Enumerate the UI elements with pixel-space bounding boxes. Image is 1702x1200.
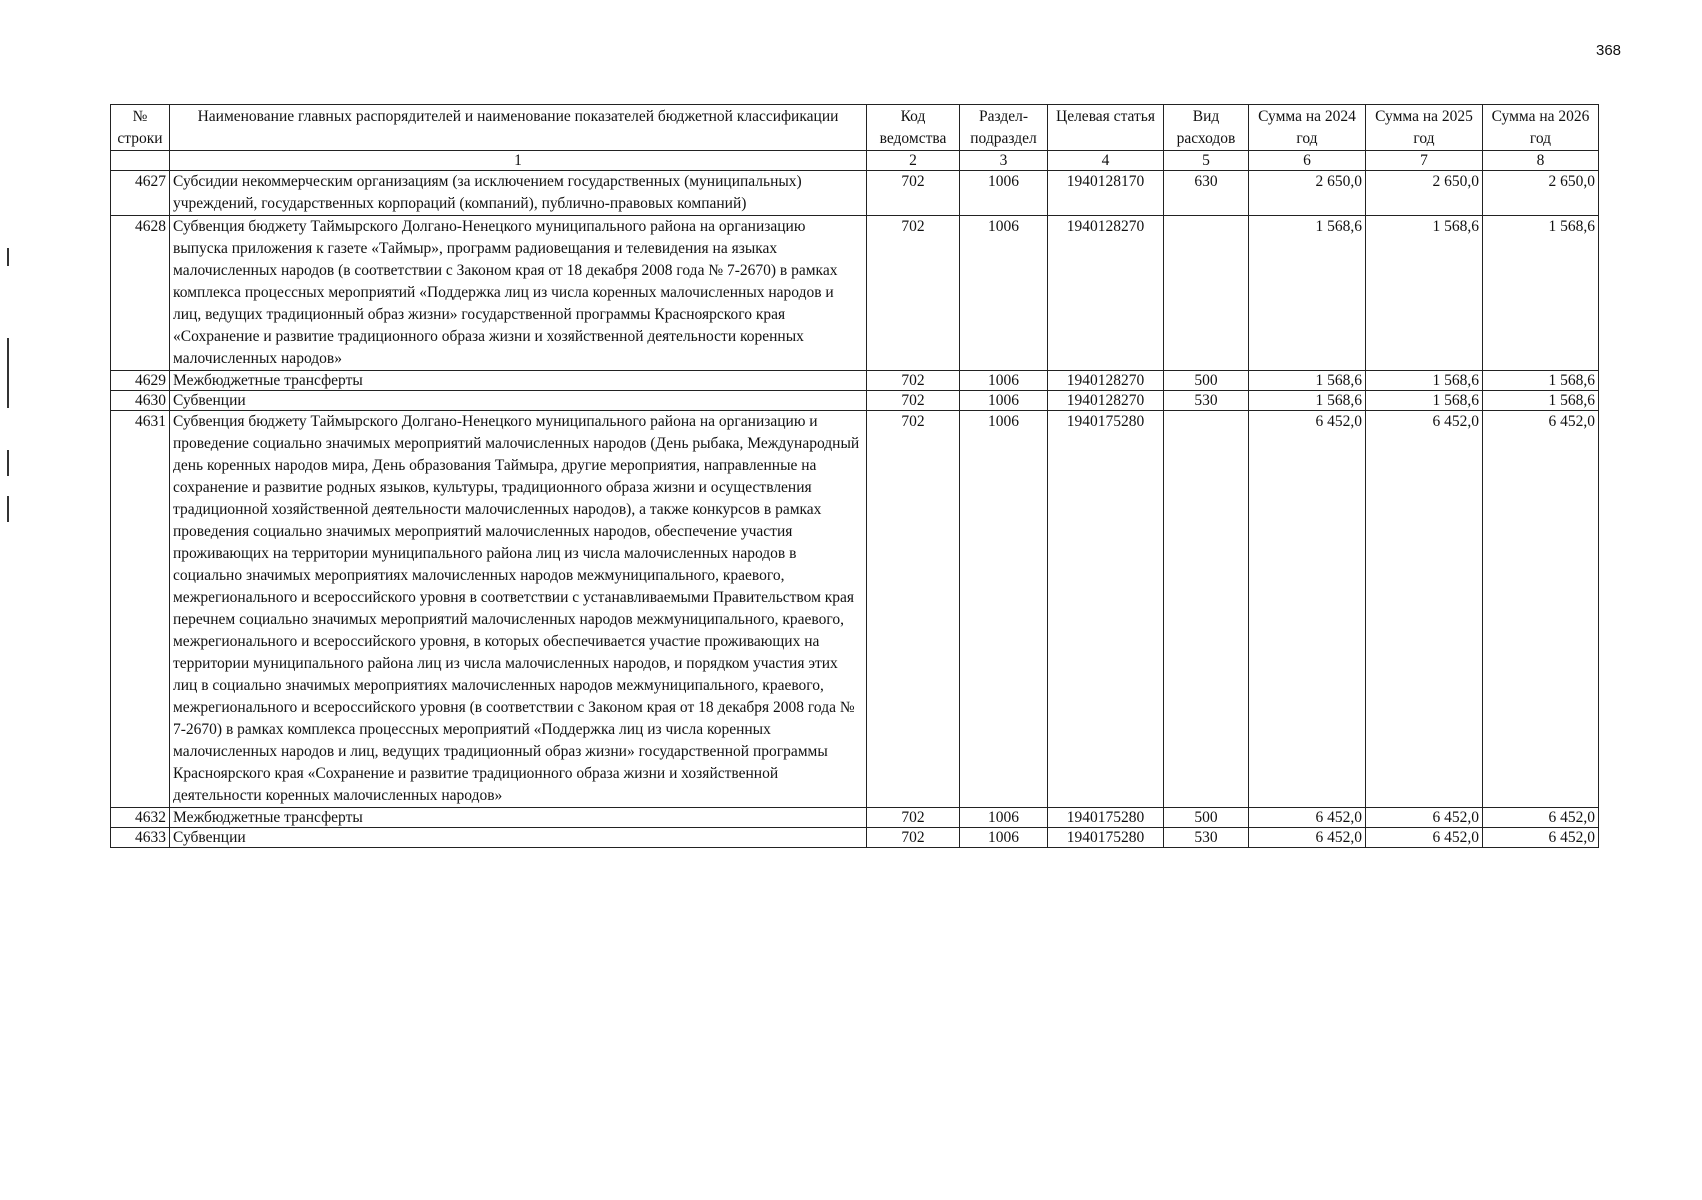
column-index: 1 (170, 151, 867, 171)
row-sum-2025: 2 650,0 (1366, 171, 1483, 216)
table-row (111, 411, 1599, 808)
row-sum-2026: 2 650,0 (1483, 171, 1599, 216)
row-sum-2026: 1 568,6 (1483, 216, 1599, 371)
row-sum-2025: 1 568,6 (1366, 216, 1483, 371)
margin-mark (7, 450, 9, 476)
row-sum-2026: 1 568,6 (1483, 391, 1599, 411)
row-section: 1006 (960, 391, 1048, 411)
row-sum-2026: 6 452,0 (1483, 411, 1599, 808)
row-number: 4630 (111, 391, 170, 411)
row-sum-2024: 2 650,0 (1249, 171, 1366, 216)
row-sum-2024: 6 452,0 (1249, 828, 1366, 848)
row-name: Субвенции (170, 828, 867, 848)
row-number: 4629 (111, 371, 170, 391)
margin-mark (7, 338, 9, 408)
row-sum-2026: 6 452,0 (1483, 808, 1599, 828)
row-name: Субвенции (170, 391, 867, 411)
row-sum-2024: 6 452,0 (1249, 411, 1366, 808)
row-sum-2024: 1 568,6 (1249, 391, 1366, 411)
column-index: 7 (1366, 151, 1483, 171)
column-index (111, 151, 170, 171)
row-name: Межбюджетные трансферты (170, 371, 867, 391)
row-sum-2026: 6 452,0 (1483, 828, 1599, 848)
row-number: 4631 (111, 411, 170, 808)
row-sum-2025: 6 452,0 (1366, 808, 1483, 828)
row-target: 1940128270 (1048, 391, 1164, 411)
row-section: 1006 (960, 828, 1048, 848)
row-sum-2026: 1 568,6 (1483, 371, 1599, 391)
header-kind: Вид расходов (1164, 105, 1249, 151)
row-kind (1164, 411, 1249, 808)
row-section: 1006 (960, 371, 1048, 391)
row-code: 702 (867, 216, 960, 371)
table-row (111, 171, 1599, 216)
header-target: Целевая статья (1048, 105, 1164, 151)
row-target: 1940128270 (1048, 216, 1164, 371)
header-sum-2024: Сумма на 2024 год (1249, 105, 1366, 151)
header-section: Раздел-подраздел (960, 105, 1048, 151)
column-index: 5 (1164, 151, 1249, 171)
row-target: 1940175280 (1048, 411, 1164, 808)
row-number: 4627 (111, 171, 170, 216)
row-section: 1006 (960, 171, 1048, 216)
table-row (111, 371, 1599, 391)
row-sum-2025: 6 452,0 (1366, 828, 1483, 848)
table-row (111, 828, 1599, 848)
header-sum-2026: Сумма на 2026 год (1483, 105, 1599, 151)
row-section: 1006 (960, 411, 1048, 808)
row-kind: 530 (1164, 391, 1249, 411)
row-code: 702 (867, 371, 960, 391)
row-sum-2024: 1 568,6 (1249, 216, 1366, 371)
row-kind: 630 (1164, 171, 1249, 216)
row-code: 702 (867, 391, 960, 411)
table-row (111, 216, 1599, 371)
header-num: № строки (111, 105, 170, 151)
row-code: 702 (867, 828, 960, 848)
row-name: Субсидии некоммерческим организациям (за исключением государственных (муниципальных) учреждений, государственных корпораций (компаний), публично-правовых компаний) (170, 171, 867, 216)
row-code: 702 (867, 808, 960, 828)
header-code: Код ведомства (867, 105, 960, 151)
row-kind: 530 (1164, 828, 1249, 848)
margin-mark (7, 248, 9, 266)
row-target: 1940128270 (1048, 371, 1164, 391)
row-sum-2024: 1 568,6 (1249, 371, 1366, 391)
row-number: 4628 (111, 216, 170, 371)
table-row (111, 808, 1599, 828)
column-index: 3 (960, 151, 1048, 171)
column-index: 6 (1249, 151, 1366, 171)
row-name: Субвенция бюджету Таймырского Долгано-Ненецкого муниципального района на организацию и проведение социально значимых мероприятий малочисленных народов (День рыбака, Международный день коренных народов мира, День образования Таймыра, другие мероприятия, направленные на сохранение и развитие родных языков, культуры, традиционного образа жизни и осуществления традиционной хозяйственной деятельности малочисленных народов), а также конкурсов в рамках проведения социально значимых мероприятий малочисленных народов, обеспечение участия проживающих на территории муниципального района лиц из числа малочисленных народов в социально значимых мероприятиях малочисленных народов межмуниципального, краевого, межрегионального и всероссийского уровня в соответствии с устанавливаемыми Правительством края перечнем социально значимых мероприятий малочисленных народов межмуниципального, краевого, межрегионального и всероссийского уровня, в которых обеспечивается участие проживающих на территории муниципального района лиц из числа малочисленных народов, и порядком участия этих лиц в социально значимых мероприятиях малочисленных народов межмуниципального, краевого, межрегионального и всероссийского уровня (в соответствии с Законом края от 18 декабря 2008 года № 7-2670) в рамках комплекса процессных мероприятий «Поддержка лиц из числа коренных малочисленных народов и лиц, ведущих традиционный образ жизни» государственной программы Красноярского края «Сохранение и развитие традиционного образа жизни и хозяйственной деятельности коренных малочисленных народов» (170, 411, 867, 808)
row-kind: 500 (1164, 808, 1249, 828)
row-name: Межбюджетные трансферты (170, 808, 867, 828)
margin-mark (7, 496, 9, 522)
column-index: 8 (1483, 151, 1599, 171)
page-number: 368 (1596, 42, 1622, 59)
row-section: 1006 (960, 216, 1048, 371)
row-target: 1940128170 (1048, 171, 1164, 216)
column-index: 2 (867, 151, 960, 171)
column-index-row (111, 151, 1599, 171)
row-sum-2025: 1 568,6 (1366, 371, 1483, 391)
row-section: 1006 (960, 808, 1048, 828)
column-index: 4 (1048, 151, 1164, 171)
row-name: Субвенция бюджету Таймырского Долгано-Ненецкого муниципального района на организацию выпуска приложения к газете «Таймыр», программ радиовещания и телевидения на языках малочисленных народов (в соответствии с Законом края от 18 декабря 2008 года № 7-2670) в рамках комплекса процессных мероприятий «Поддержка лиц из числа коренных малочисленных народов и лиц, ведущих традиционный образ жизни» государственной программы Красноярского края «Сохранение и развитие традиционного образа жизни и хозяйственной деятельности коренных малочисленных народов» (170, 216, 867, 371)
row-code: 702 (867, 411, 960, 808)
row-sum-2025: 1 568,6 (1366, 391, 1483, 411)
row-number: 4632 (111, 808, 170, 828)
row-number: 4633 (111, 828, 170, 848)
row-kind (1164, 216, 1249, 371)
table-row (111, 391, 1599, 411)
header-sum-2025: Сумма на 2025 год (1366, 105, 1483, 151)
row-target: 1940175280 (1048, 808, 1164, 828)
row-code: 702 (867, 171, 960, 216)
budget-table (110, 104, 1599, 848)
row-target: 1940175280 (1048, 828, 1164, 848)
header-name: Наименование главных распорядителей и наименование показателей бюджетной классификации (170, 105, 867, 151)
row-sum-2024: 6 452,0 (1249, 808, 1366, 828)
row-kind: 500 (1164, 371, 1249, 391)
header-row (111, 105, 1599, 151)
row-sum-2025: 6 452,0 (1366, 411, 1483, 808)
